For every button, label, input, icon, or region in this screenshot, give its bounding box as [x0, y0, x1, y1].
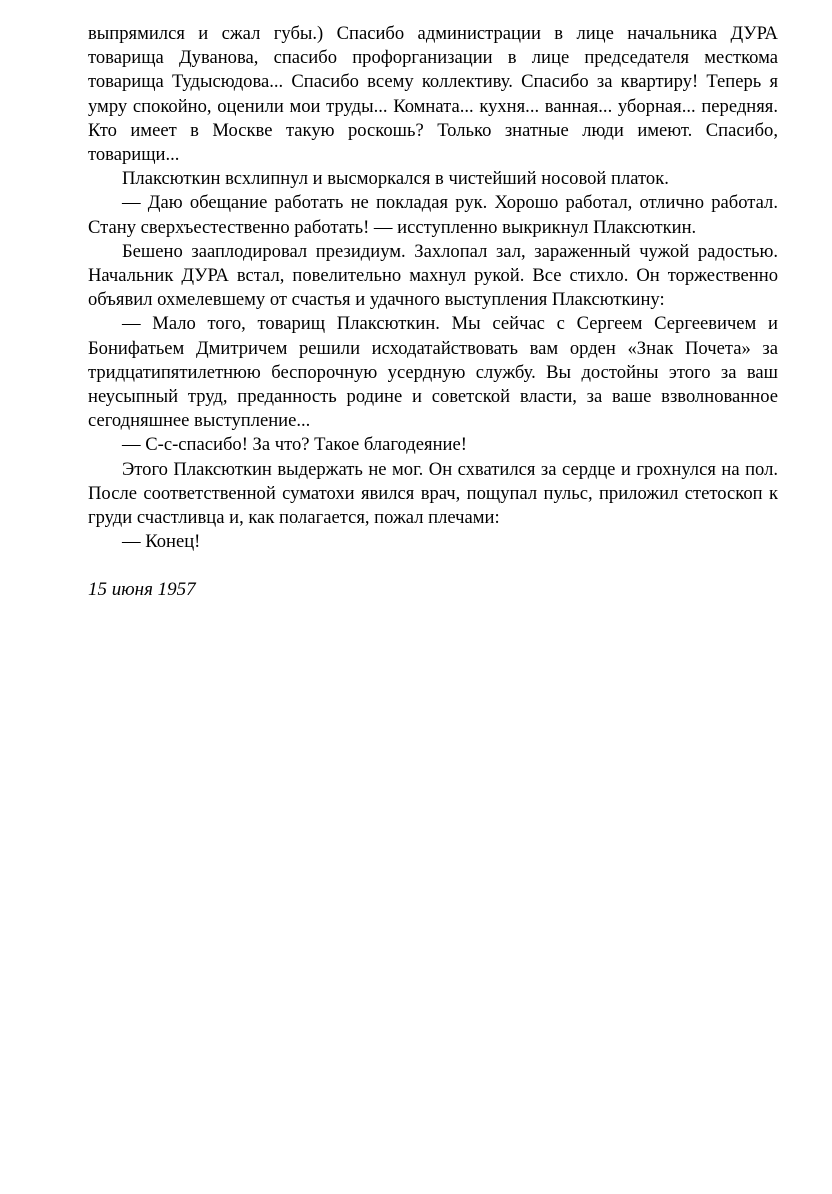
- paragraph-7: Этого Плаксюткин выдержать не мог. Он схватился за сердце и грохнулся на пол. После соответственной суматохи явился врач, пощупал пульс, приложил стетоскоп к груди счастливца и, как полагается, пожал плечами:: [88, 458, 778, 529]
- paragraph-4: Бешено зааплодировал президиум. Захлопал зал, зараженный чужой радостью. Начальник ДУРА встал, повелительно махнул рукой. Все стихло. Он торжественно объявил охмелевшему от счастья и удачного выступления Плаксюткину:: [88, 240, 778, 311]
- paragraph-5: — Мало того, товарищ Плаксюткин. Мы сейчас с Сергеем Сергеевичем и Бонифатьем Дмитричем решили исходатайствовать вам орден «Знак Почета» за тридцатипятилетнюю беспорочную усердную службу. Вы достойны этого за ваш неусыпный труд, преданность родине и советской власти, за ваше взволнованное сегодняшнее выступление...: [88, 313, 778, 432]
- date-line: 15 июня 1957: [88, 579, 196, 601]
- paragraph-3: — Даю обещание работать не покладая рук. Хорошо работал, отлично работал. Стану сверхъестественно работать! — исступленно выкрикнул Плаксюткин.: [88, 192, 778, 238]
- paragraph-6: — С-с-спасибо! За что? Такое благодеяние!: [122, 434, 467, 456]
- document-page: [88, 22, 778, 603]
- paragraph-1: выпрямился и сжал губы.) Спасибо администрации в лице начальника ДУРА товарища Дуванова, спасибо профорганизации в лице председателя месткома товарища Тудысюдова... Спасибо всему коллективу. Спасибо за квартиру! Теперь я умру спокойно, оценили мои труды... Комната... кухня... ванная... уборная... передняя. Кто имеет в Москве такую роскошь? Только знатные люди имеют. Спасибо, товарищи...: [88, 23, 778, 166]
- paragraph-2: Плаксюткин всхлипнул и высморкался в чистейший носовой платок.: [122, 168, 669, 190]
- paragraph-8: — Конец!: [122, 531, 201, 553]
